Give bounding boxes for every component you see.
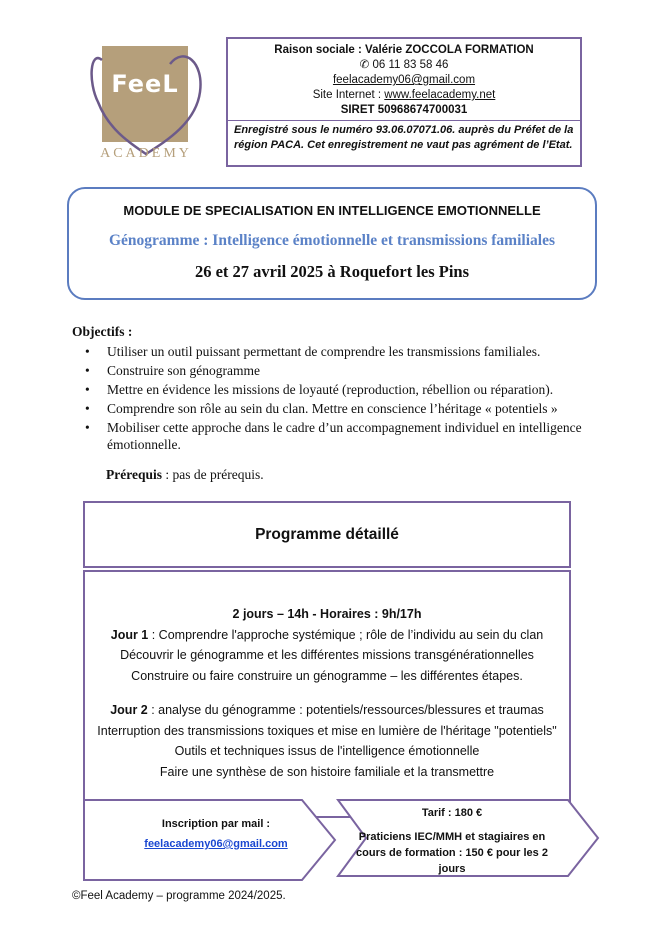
company-phone: ✆ 06 11 83 58 46 — [359, 59, 449, 71]
objective-item: • Mettre en évidence les missions de loyauté (reproduction, rébellion ou réparation). — [107, 381, 592, 398]
company-email-link[interactable]: feelacademy06@gmail.com — [332, 74, 476, 86]
programme-schedule: 2 jours – 14h - Horaires : 9h/17h — [232, 607, 422, 621]
day2-label: Jour 2 — [110, 703, 148, 717]
prereq-label: Prérequis — [106, 467, 162, 482]
logo-brand: FeeL — [111, 70, 179, 98]
objective-item: • Construire son génogramme — [107, 362, 592, 379]
day2-item: Faire une synthèse de son histoire familiale et la transmettre — [159, 764, 495, 779]
objective-item: • Mobiliser cette approche dans le cadre d’un accompagnement individuel en intelligence émotionnelle. — [107, 419, 592, 453]
registration-notice: Enregistré sous le numéro 93.06.07071.06. auprès du Préfet de la région PACA. Cet enregistrement ne vaut pas agrément de l’Etat. — [228, 120, 580, 155]
company-siret: SIRET 50968674700031 — [340, 104, 468, 116]
site-prefix: Site Internet : — [312, 89, 385, 101]
objectives-title: Objectifs : — [72, 324, 133, 339]
programme-title: Programme détaillé — [255, 526, 399, 543]
objective-item: • Comprendre son rôle au sein du clan. Mettre en conscience l’héritage « potentiels » — [107, 400, 592, 417]
footer-copyright: ©Feel Academy – programme 2024/2025. — [72, 890, 286, 902]
registration-box — [98, 818, 334, 850]
registration-email-link[interactable]: feelacademy06@gmail.com — [144, 838, 288, 850]
day1-item: Construire ou faire construire un génogramme – les différentes étapes. — [131, 668, 523, 683]
logo-subtitle: ACADEMY — [100, 146, 192, 161]
module-subtitle: Génogramme : Intelligence émotionnelle et transmissions familiales — [109, 232, 555, 249]
objective-item: • Utiliser un outil puissant permettant de comprendre les transmissions familiales. — [107, 343, 592, 360]
day1-text: : Comprendre l'approche systémique ; rôle de l’individu au sein du clan — [148, 627, 544, 642]
price-full: Tarif : 180 € — [421, 807, 483, 819]
company-site-link[interactable]: www.feelacademy.net — [384, 89, 496, 101]
day2-text: : analyse du génogramme : potentiels/ressources/blessures et traumas — [147, 703, 544, 717]
price-reduced: Praticiens IEC/MMH et stagiaires en cours de formation : 150 € pour les 2 jours — [356, 831, 548, 875]
module-dates: 26 et 27 avril 2025 à Roquefort les Pins — [194, 262, 470, 281]
day1-label: Jour 1 — [110, 627, 149, 642]
day2-item: Outils et techniques issus de l'intelligence émotionnelle — [174, 744, 480, 758]
registration-label: Inscription par mail : — [161, 818, 271, 830]
day1-item: Découvrir le génogramme et les différentes missions transgénérationnelles — [120, 648, 534, 662]
prereq-text: : pas de prérequis. — [162, 467, 264, 482]
day2-item: Interruption des transmissions toxiques et mise en lumière de l'héritage "potentiels" — [97, 723, 557, 738]
pricing-box — [345, 805, 559, 877]
module-title: MODULE DE SPECIALISATION EN INTELLIGENCE EMOTIONNELLE — [123, 203, 541, 218]
company-name: Raison sociale : Valérie ZOCCOLA FORMATION — [274, 44, 534, 56]
